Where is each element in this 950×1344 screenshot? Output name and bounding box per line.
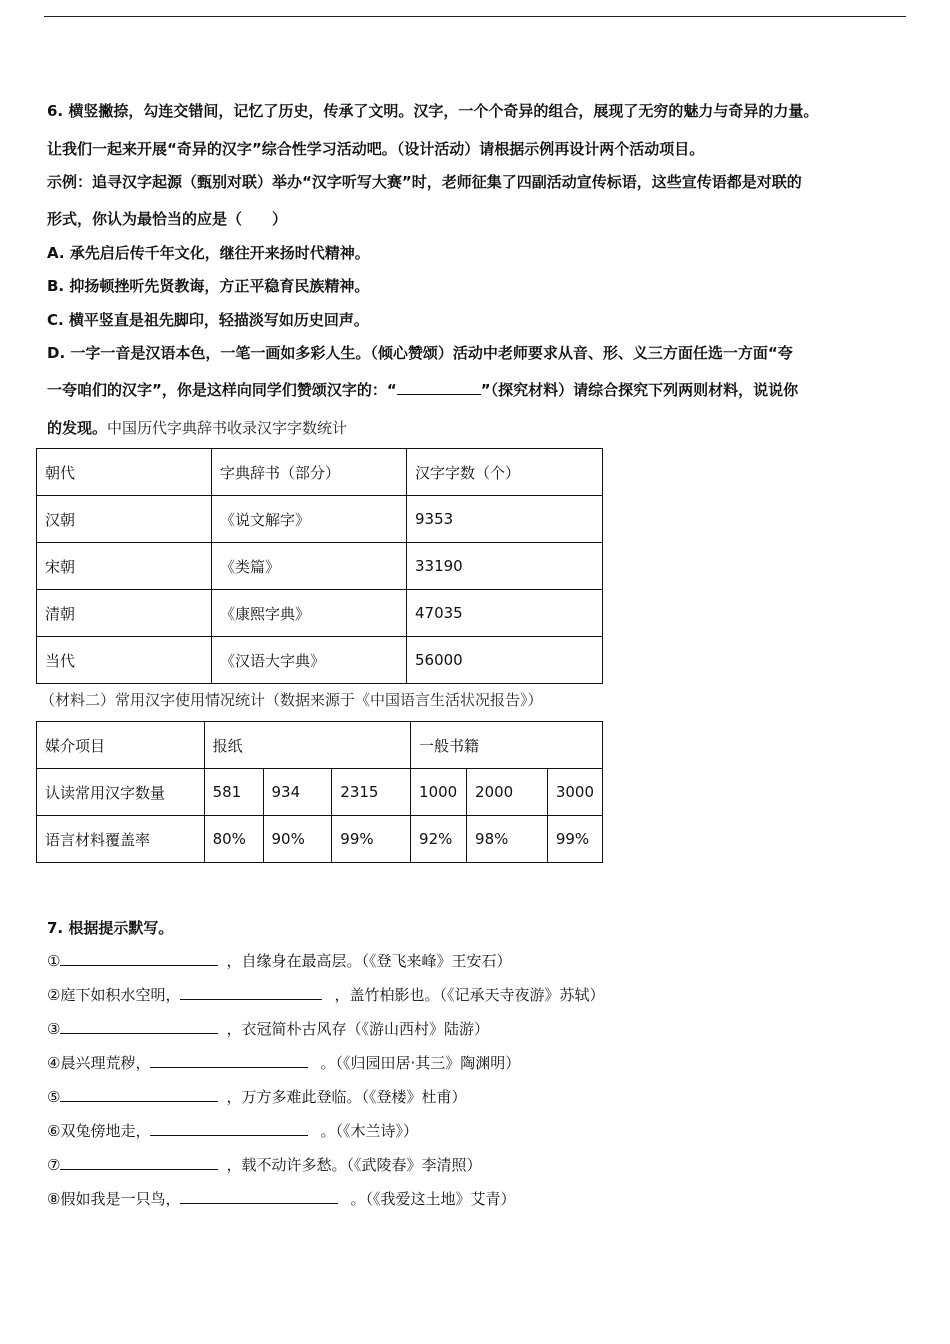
- material2-caption: （材料二）常用汉字使用情况统计（数据来源于《中国语言生活状况报告》）: [40, 691, 543, 709]
- table-cell: 当代: [37, 637, 212, 684]
- q6-option-c: C. 横平竖直是祖先脚印，轻描淡写如历史回声。: [47, 311, 369, 329]
- answer-blank[interactable]: [60, 1019, 218, 1034]
- answer-blank[interactable]: [150, 1053, 308, 1068]
- answer-blank[interactable]: [180, 1189, 338, 1204]
- q6-line-10: [47, 418, 347, 438]
- top-rule: [44, 16, 906, 17]
- table-cell: 2000: [467, 769, 548, 816]
- table-cell: 2315: [332, 769, 411, 816]
- answer-blank[interactable]: [60, 951, 218, 966]
- recite-item: [47, 951, 511, 971]
- recite-item: [47, 1189, 515, 1209]
- table-row: [37, 449, 603, 496]
- q6-line-9-end: ”（探究材料）请综合探究下列两则材料，说说你: [480, 381, 799, 399]
- answer-blank[interactable]: [397, 380, 481, 395]
- material1-caption: 中国历代字典辞书收录汉字字数统计: [107, 419, 348, 437]
- table-header: 汉字字数（个）: [407, 449, 603, 496]
- q6-line-1: 6. 横竖撇捺，勾连交错间，记忆了历史，传承了文明。汉字，一个个奇异的组合，展现了无穷的魅力与奇异的力量。: [47, 102, 819, 120]
- recite-item: [47, 1087, 466, 1107]
- table-header: 媒介项目: [37, 722, 205, 769]
- table-row: [37, 590, 603, 637]
- q6-line-4: 形式，你认为最恰当的应是（ ）: [47, 210, 288, 228]
- recite-suffix: 。（《木兰诗》）: [320, 1122, 418, 1140]
- answer-blank[interactable]: [150, 1121, 308, 1136]
- answer-blank[interactable]: [180, 985, 322, 1000]
- table-cell: 《类篇》: [212, 543, 407, 590]
- table-row: [37, 543, 603, 590]
- q6-line-10-start: 的发现。: [47, 419, 108, 437]
- table-cell: 56000: [407, 637, 603, 684]
- table-cell: 92%: [411, 816, 467, 863]
- q6-line-9-start: 一夸咱们的汉字”，你是这样向同学们赞颂汉字的：“: [47, 381, 397, 399]
- recite-suffix: ，衣冠简朴古风存（《游山西村》陆游）: [226, 1020, 489, 1038]
- table-header: 报纸: [204, 722, 410, 769]
- table-cell: 90%: [263, 816, 332, 863]
- table-cell: 934: [263, 769, 332, 816]
- table-cell: 581: [204, 769, 263, 816]
- q6-line-9: [47, 380, 798, 400]
- table-cell: 9353: [407, 496, 603, 543]
- table-cell: 3000: [547, 769, 602, 816]
- table-cell: 99%: [547, 816, 602, 863]
- recite-prefix: ⑧假如我是一只鸟，: [47, 1190, 181, 1208]
- dictionary-table: [36, 448, 603, 684]
- answer-blank[interactable]: [60, 1087, 218, 1102]
- table-cell: 1000: [411, 769, 467, 816]
- recite-prefix: ⑥双兔傍地走，: [47, 1122, 151, 1140]
- table-cell: 语言材料覆盖率: [37, 816, 205, 863]
- table-header: 字典辞书（部分）: [212, 449, 407, 496]
- recite-item: [47, 985, 604, 1005]
- table-cell: 《说文解字》: [212, 496, 407, 543]
- recite-suffix: 。（《归园田居·其三》陶渊明）: [320, 1054, 521, 1072]
- table-cell: 认读常用汉字数量: [37, 769, 205, 816]
- table-cell: 《康熙字典》: [212, 590, 407, 637]
- answer-blank[interactable]: [60, 1155, 218, 1170]
- table-row: [37, 769, 603, 816]
- recite-prefix: ②庭下如积水空明，: [47, 986, 181, 1004]
- table-cell: 80%: [204, 816, 263, 863]
- q6-line-2: 让我们一起来开展“奇异的汉字”综合性学习活动吧。（设计活动）请根据示例再设计两个活动项目。: [47, 140, 705, 158]
- recite-item: [47, 1053, 520, 1073]
- table-row: [37, 496, 603, 543]
- recite-prefix: ③: [47, 1020, 61, 1038]
- table-header: 一般书籍: [411, 722, 603, 769]
- q6-option-b: B. 抑扬顿挫听先贤教诲，方正平稳育民族精神。: [47, 277, 370, 295]
- recite-item: [47, 1019, 489, 1039]
- table-cell: 33190: [407, 543, 603, 590]
- table-cell: 清朝: [37, 590, 212, 637]
- recite-suffix: 。（《我爱这土地》艾青）: [350, 1190, 516, 1208]
- recite-suffix: ，盖竹柏影也。（《记承天寺夜游》苏轼）: [334, 986, 605, 1004]
- recite-prefix: ④晨兴理荒秽，: [47, 1054, 151, 1072]
- table-row: [37, 637, 603, 684]
- table-cell: 宋朝: [37, 543, 212, 590]
- recite-suffix: ，自缘身在最高层。（《登飞来峰》王安石）: [226, 952, 512, 970]
- q6-option-d: D. 一字一音是汉语本色，一笔一画如多彩人生。（倾心赞颂）活动中老师要求从音、形、义三方面任选一方面“夸: [47, 344, 793, 362]
- q6-option-a: A. 承先启后传千年文化，继往开来扬时代精神。: [47, 244, 370, 262]
- recite-prefix: ①: [47, 952, 61, 970]
- table-cell: 98%: [467, 816, 548, 863]
- table-cell: 汉朝: [37, 496, 212, 543]
- q7-title: 7. 根据提示默写。: [47, 919, 174, 937]
- q6-line-3: 示例：追寻汉字起源（甄别对联）举办“汉字听写大赛”时，老师征集了四副活动宣传标语，这些宣传语都是对联的: [47, 173, 802, 191]
- table-header: 朝代: [37, 449, 212, 496]
- table-cell: 47035: [407, 590, 603, 637]
- recite-prefix: ⑤: [47, 1088, 61, 1106]
- usage-table: [36, 721, 603, 863]
- table-cell: 《汉语大字典》: [212, 637, 407, 684]
- recite-suffix: ，载不动许多愁。（《武陵春》李清照）: [226, 1156, 482, 1174]
- table-row: [37, 816, 603, 863]
- recite-item: [47, 1155, 481, 1175]
- recite-prefix: ⑦: [47, 1156, 61, 1174]
- table-cell: 99%: [332, 816, 411, 863]
- table-row: [37, 722, 603, 769]
- recite-suffix: ，万方多难此登临。（《登楼》杜甫）: [226, 1088, 467, 1106]
- recite-item: [47, 1121, 418, 1141]
